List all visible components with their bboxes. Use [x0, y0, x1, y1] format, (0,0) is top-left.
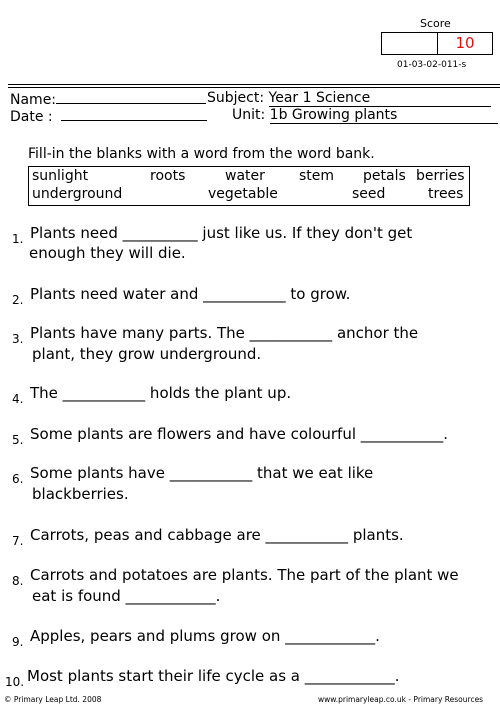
word-bank-word: seed	[352, 186, 386, 202]
question-text: Most plants start their life cycle as a ____________.	[27, 667, 400, 685]
word-bank-word: stem	[299, 168, 335, 184]
unit-value: 1b Growing plants	[270, 107, 498, 124]
unit-label: Unit:	[232, 107, 266, 123]
subject-field	[207, 90, 491, 107]
question-text: Some plants are flowers and have colourful ___________.	[30, 425, 449, 443]
subject-value: Year 1 Science	[269, 90, 491, 107]
question-text: blackberries.	[32, 485, 129, 503]
footer-copyright: © Primary Leap Ltd. 2008	[4, 695, 102, 704]
question-number: 3.	[12, 332, 24, 346]
question-number: 8.	[12, 574, 24, 588]
question-number: 9.	[12, 635, 24, 649]
question-text: Some plants have ___________ that we eat like	[30, 464, 374, 482]
question-text: Plants need water and ___________ to grow.	[30, 285, 351, 303]
word-bank-word: sunlight	[32, 168, 89, 184]
word-bank-word: petals	[363, 168, 406, 184]
subject-label: Subject:	[207, 90, 265, 106]
question-number: 2.	[12, 293, 24, 307]
date-label: Date :	[10, 109, 53, 125]
question-text: Plants have many parts. The ___________ anchor the	[30, 324, 419, 342]
word-bank-word: trees	[428, 186, 464, 202]
header-rule-top	[8, 84, 500, 85]
date-field[interactable]	[10, 107, 207, 125]
question-text: Plants need __________ just like us. If they don't get	[30, 224, 413, 242]
score-box	[381, 32, 493, 55]
question-number: 1.	[12, 232, 24, 246]
question-number: 6.	[12, 472, 24, 486]
word-bank-word: roots	[150, 168, 186, 184]
word-bank-word: water	[225, 168, 265, 184]
score-value: 10	[455, 34, 475, 52]
footer-website: www.primaryleap.co.uk - Primary Resources	[318, 695, 484, 704]
word-bank-word: vegetable	[208, 186, 278, 202]
name-label: Name:	[10, 92, 57, 108]
question-number: 5.	[12, 433, 24, 447]
instruction-text: Fill-in the blanks with a word from the word bank.	[28, 146, 375, 162]
question-text: plant, they grow underground.	[32, 345, 262, 363]
question-number: 7.	[12, 534, 24, 548]
name-field[interactable]	[10, 90, 206, 108]
question-number: 4.	[12, 392, 24, 406]
date-blank[interactable]	[61, 107, 207, 121]
word-bank-word: underground	[32, 186, 123, 202]
word-bank-word: berries	[416, 168, 465, 184]
word-bank	[28, 166, 470, 206]
question-number: 10.	[5, 675, 25, 689]
question-text: eat is found ____________.	[32, 587, 221, 605]
question-text: Apples, pears and plums grow on ____________.	[30, 627, 380, 645]
header-rule-bottom	[8, 87, 500, 88]
question-text: enough they will die.	[29, 244, 186, 262]
unit-field	[232, 107, 498, 124]
score-label: Score	[420, 17, 451, 30]
question-text: Carrots and potatoes are plants. The part of the plant we	[30, 566, 459, 584]
question-text: Carrots, peas and cabbage are ___________ plants.	[30, 526, 404, 544]
worksheet-code: 01-03-02-011-s	[397, 60, 467, 70]
name-blank[interactable]	[56, 90, 206, 104]
question-text: The ___________ holds the plant up.	[30, 384, 292, 402]
